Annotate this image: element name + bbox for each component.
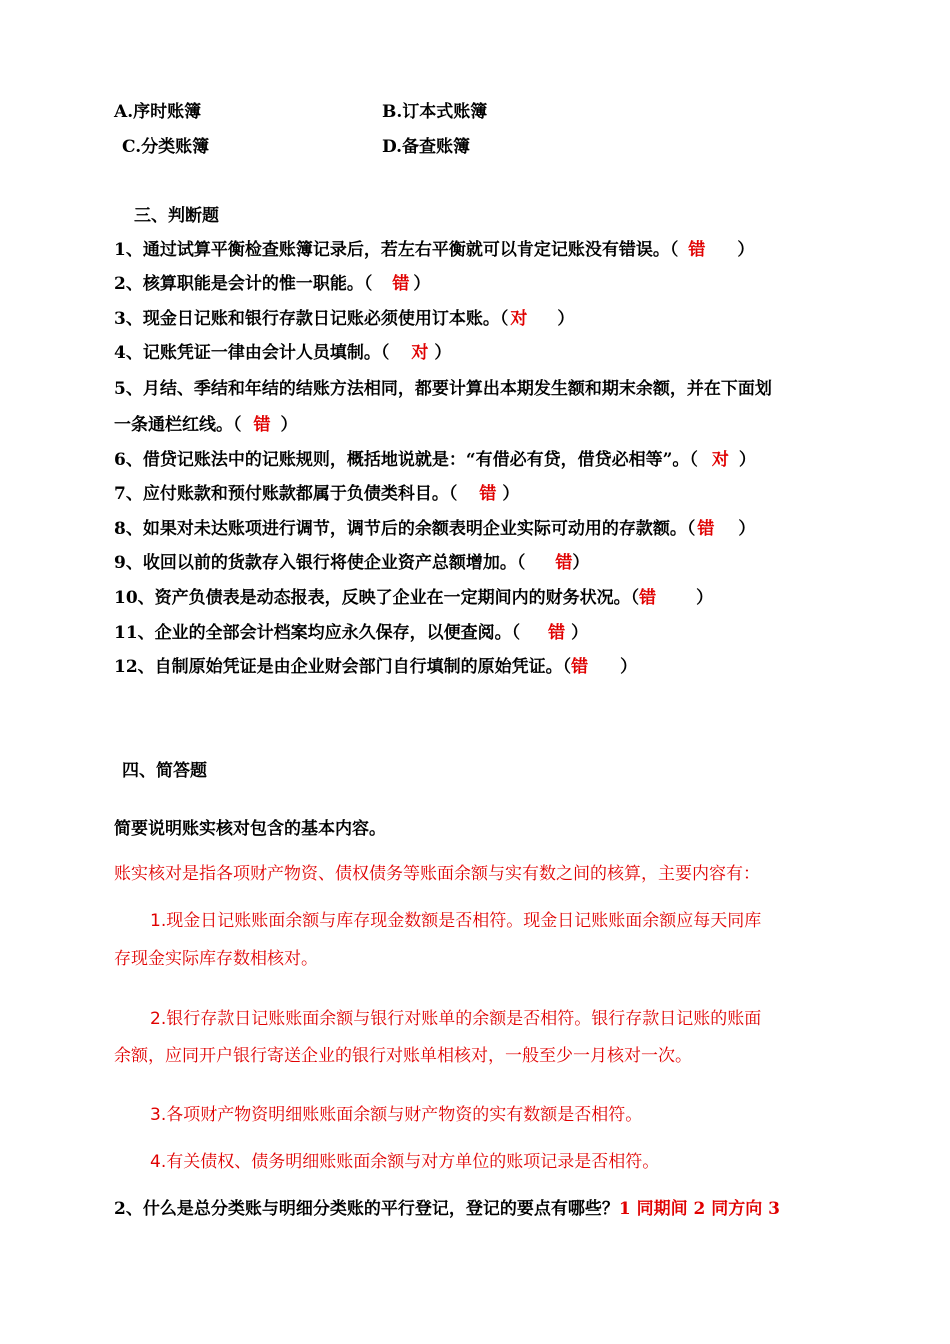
judgement-item-10 bbox=[114, 586, 713, 610]
item-text: 7、应付账款和预付账款都属于负债类科目。（ bbox=[114, 484, 458, 504]
answer: 错 bbox=[548, 623, 566, 643]
close-paren: ） bbox=[696, 588, 714, 608]
judgement-item-5: 5、月结、季结和年结的结账方法相同，都要计算出本期发生额和期末余额，并在下面划 bbox=[114, 379, 772, 399]
judgement-item-2 bbox=[114, 272, 430, 296]
item-text: 10、资产负债表是动态报表，反映了企业在一定期间内的财务状况。（ bbox=[114, 588, 640, 608]
option-a: A.序时账簿 bbox=[114, 102, 202, 122]
close-paren: ） bbox=[280, 415, 298, 435]
answer: 错 bbox=[571, 657, 589, 677]
close-paren: ） bbox=[502, 484, 520, 504]
close-paren: ） bbox=[413, 274, 431, 294]
answer-1-point-1-cont: 存现金实际库存数相核对。 bbox=[114, 949, 318, 969]
answer-1-point-2 bbox=[150, 1007, 761, 1031]
answer: 对 bbox=[411, 343, 429, 363]
judgement-item-8 bbox=[114, 517, 755, 541]
answer: 错 bbox=[697, 519, 715, 539]
close-paren: ） bbox=[737, 240, 755, 260]
close-paren: ） bbox=[572, 553, 590, 573]
item-text: 3、现金日记账和银行存款日记账必须使用订本账。（ bbox=[114, 309, 509, 329]
judgement-item-12 bbox=[114, 655, 637, 679]
question-2 bbox=[114, 1197, 780, 1221]
answer: 错 bbox=[253, 415, 271, 435]
item-text: 4、记账凭证一律由会计人员填制。（ bbox=[114, 343, 390, 363]
item-text: 2、核算职能是会计的惟一职能。（ bbox=[114, 274, 373, 294]
judgement-item-4 bbox=[114, 341, 451, 365]
item-text: 8、如果对未达账项进行调节，调节后的余额表明企业实际可动用的存款额。（ bbox=[114, 519, 696, 539]
answer: 错 bbox=[688, 240, 706, 260]
close-paren: ） bbox=[571, 623, 589, 643]
point-text: 现金日记账账面余额与库存现金数额是否相符。现金日记账账面余额应每天同库 bbox=[166, 911, 762, 931]
answer: 错 bbox=[639, 588, 657, 608]
section-title-short-answer: 四、简答题 bbox=[122, 761, 207, 781]
question-text: 2、什么是总分类账与明细分类账的平行登记，登记的要点有哪些？ bbox=[114, 1199, 619, 1219]
point-text: 有关债权、债务明细账账面余额与对方单位的账项记录是否相符。 bbox=[166, 1152, 660, 1172]
option-d: D.备查账簿 bbox=[382, 137, 471, 157]
point-number: 1. bbox=[150, 911, 167, 931]
point-number: 2. bbox=[150, 1009, 167, 1029]
answer: 对 bbox=[510, 309, 528, 329]
section-title-judgement: 三、判断题 bbox=[134, 206, 219, 226]
item-text: 6、借贷记账法中的记账规则，概括地说就是：“有借必有贷，借贷必相等”。（ bbox=[114, 450, 698, 470]
point-text: 银行存款日记账账面余额与银行对账单的余额是否相符。银行存款日记账的账面 bbox=[166, 1009, 762, 1029]
answer-1-point-3 bbox=[150, 1103, 642, 1127]
close-paren: ） bbox=[557, 309, 575, 329]
option-b: B.订本式账簿 bbox=[382, 102, 488, 122]
judgement-item-6 bbox=[114, 448, 756, 472]
point-text: 各项财产物资明细账账面余额与财产物资的实有数额是否相符。 bbox=[166, 1105, 643, 1125]
item-text: 1、通过试算平衡检查账簿记录后，若左右平衡就可以肯定记账没有错误。（ bbox=[114, 240, 679, 260]
close-paren: ） bbox=[738, 519, 756, 539]
answer: 错 bbox=[392, 274, 410, 294]
judgement-item-9 bbox=[114, 551, 589, 575]
item-text: 11、企业的全部会计档案均应永久保存，以便查阅。（ bbox=[114, 623, 521, 643]
judgement-item-3 bbox=[114, 307, 574, 331]
judgement-item-11 bbox=[114, 621, 588, 645]
question-1: 简要说明账实核对包含的基本内容。 bbox=[114, 819, 386, 839]
answer-1-intro: 账实核对是指各项财产物资、债权债务等账面余额与实有数之间的核算，主要内容有： bbox=[114, 864, 760, 884]
answer: 错 bbox=[555, 553, 573, 573]
item-text: 12、自制原始凭证是由企业财会部门自行填制的原始凭证。（ bbox=[114, 657, 572, 677]
item-text: 9、收回以前的货款存入银行将使企业资产总额增加。（ bbox=[114, 553, 526, 573]
answer-1-point-1 bbox=[150, 909, 761, 933]
answer: 错 bbox=[479, 484, 497, 504]
close-paren: ） bbox=[738, 450, 756, 470]
judgement-item-7 bbox=[114, 482, 519, 506]
option-c: C.分类账簿 bbox=[122, 137, 210, 157]
close-paren: ） bbox=[620, 657, 638, 677]
item-text: 一条通栏红线。（ bbox=[114, 415, 242, 435]
point-number: 4. bbox=[150, 1152, 167, 1172]
judgement-item-5-cont bbox=[114, 413, 298, 437]
answer-1-point-4 bbox=[150, 1150, 659, 1174]
point-number: 3. bbox=[150, 1105, 167, 1125]
answer-1-point-2-cont: 余额，应同开户银行寄送企业的银行对账单相核对，一般至少一月核对一次。 bbox=[114, 1046, 692, 1066]
judgement-item-1 bbox=[114, 238, 754, 262]
close-paren: ） bbox=[434, 343, 452, 363]
answer-2: 1 同期间 2 同方向 3 bbox=[618, 1199, 780, 1219]
answer: 对 bbox=[711, 450, 729, 470]
